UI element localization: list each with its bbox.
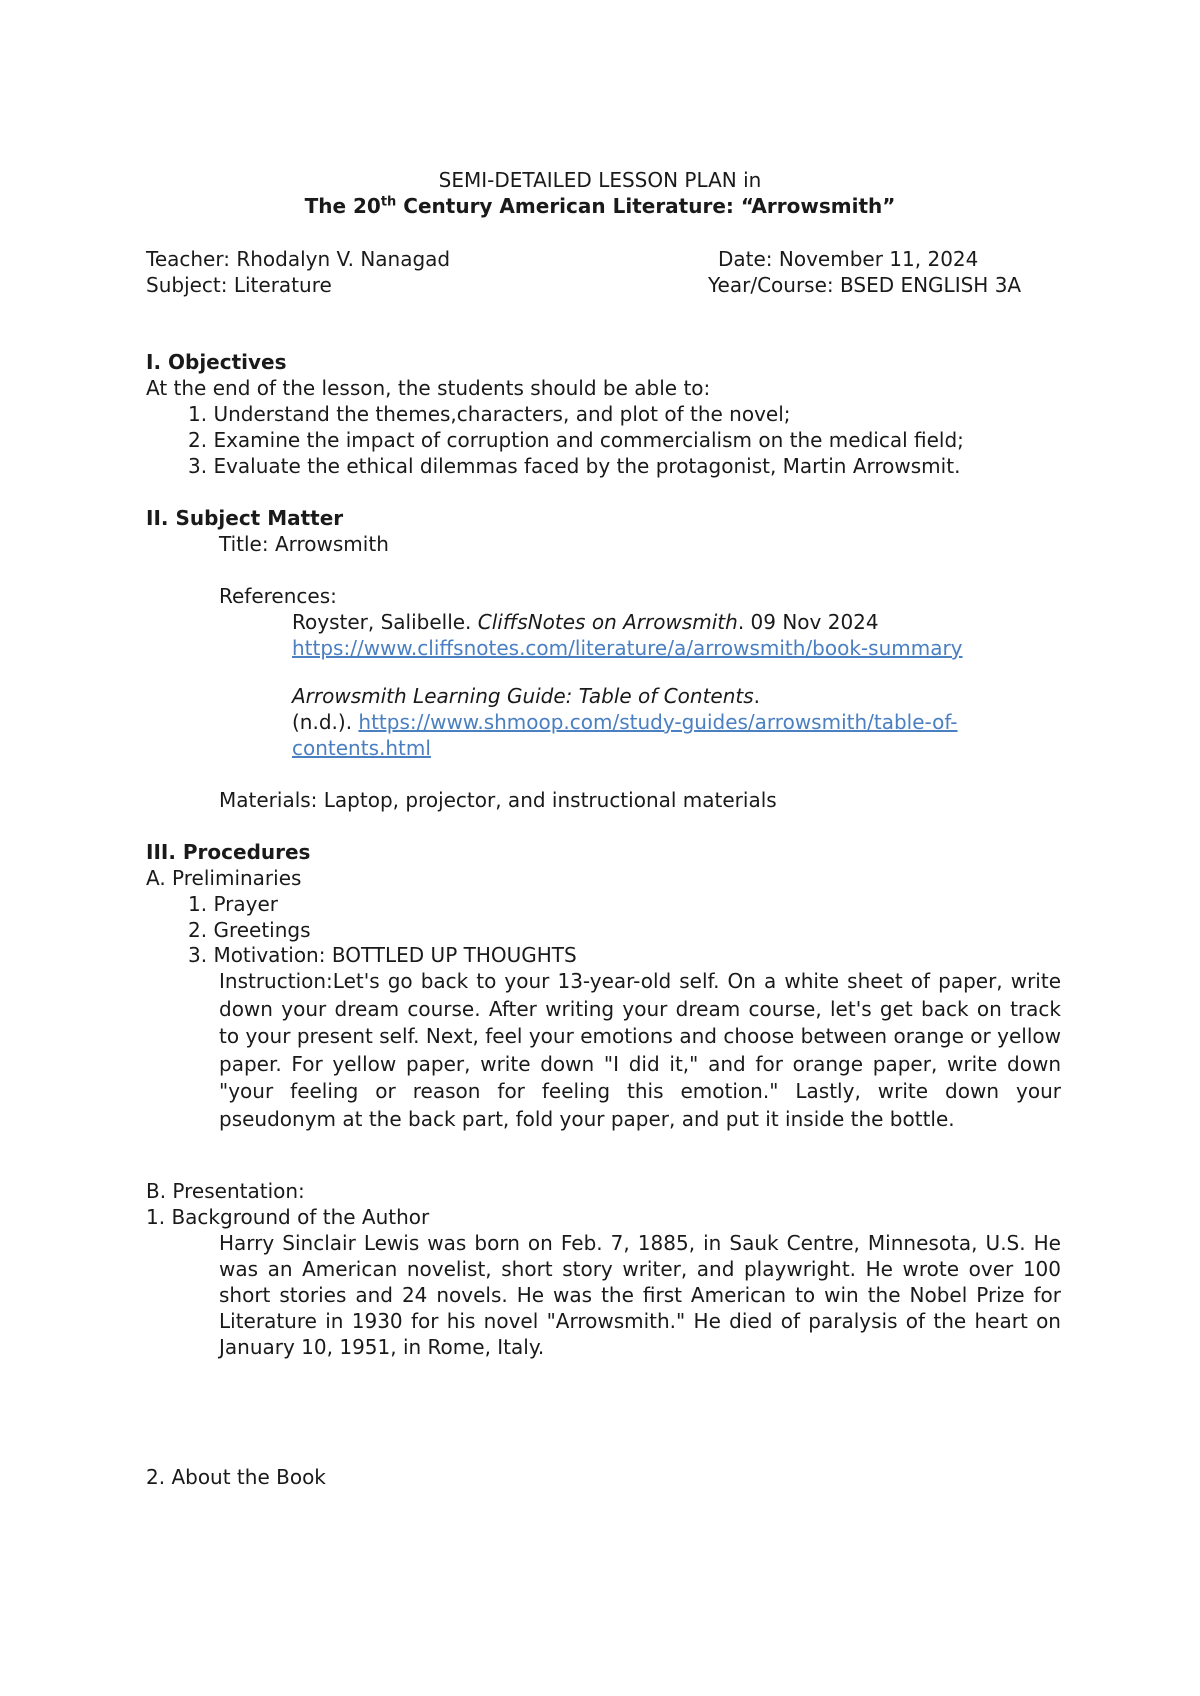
- objectives-intro: At the end of the lesson, the students should be able to:: [146, 376, 711, 400]
- procedures-heading: III. Procedures: [146, 840, 311, 864]
- year-course-info: Year/Course: BSED ENGLISH 3A: [708, 273, 1022, 297]
- ref1-date: . 09 Nov 2024: [737, 610, 879, 634]
- ref2-title-end: .: [753, 684, 761, 708]
- motivation-instruction: Instruction:Let's go back to your 13-year-old self. On a white sheet of paper, write down your dream course. After writing your dream course, let's get back on track to your present self. Next, feel your emotions and choose between orange or yellow paper. For yellow paper, write down "I did it," and for orange paper, write down "your feeling or reason for feeling this emotion." Lastly, write down your pseudonym at the back part, fold your paper, and put it inside the bottle.: [219, 969, 1061, 1131]
- ref2-nd: (n.d.).: [292, 710, 359, 734]
- ref1-link[interactable]: https://www.cliffsnotes.com/literature/a/arrowsmith/book-summary: [292, 636, 963, 660]
- ref2-link[interactable]: https://www.shmoop.com/study-guides/arrowsmith/table-of-: [358, 710, 958, 734]
- references-label: References:: [219, 584, 337, 608]
- ref1-title: CliffsNotes on Arrowsmith: [477, 610, 738, 634]
- preliminaries-label: A. Preliminaries: [146, 866, 302, 890]
- materials: Materials: Laptop, projector, and instructional materials: [219, 788, 777, 812]
- doc-title-line1: SEMI-DETAILED LESSON PLAN in: [438, 168, 762, 192]
- preliminary-item: 1. Prayer: [188, 892, 278, 916]
- background-heading: 1. Background of the Author: [146, 1205, 430, 1229]
- subject-title: Title: Arrowsmith: [219, 532, 389, 556]
- teacher-info: Teacher: Rhodalyn V. Nanagad: [146, 247, 451, 271]
- reference-2-url-line: [292, 709, 958, 735]
- reference-1: [292, 609, 879, 635]
- date-info: Date: November 11, 2024: [718, 247, 979, 271]
- ref1-author: Royster, Salibelle.: [292, 610, 478, 634]
- objective-item: 3. Evaluate the ethical dilemmas faced by the protagonist, Martin Arrowsmit.: [188, 454, 961, 478]
- objectives-heading: I. Objectives: [146, 350, 287, 374]
- ref2-title: Arrowsmith Learning Guide: Table of Contents: [292, 684, 754, 708]
- objective-item: 2. Examine the impact of corruption and commercialism on the medical field;: [188, 428, 964, 452]
- presentation-label: B. Presentation:: [146, 1179, 305, 1203]
- ref2-link-continued[interactable]: contents.html: [292, 736, 431, 760]
- subject-info: Subject: Literature: [146, 273, 332, 297]
- reference-2-title-line: [292, 683, 760, 709]
- author-background-text: Harry Sinclair Lewis was born on Feb. 7, 1885, in Sauk Centre, Minnesota, U.S. He was an American novelist, short story writer, and playwright. He wrote over 100 short stories and 24 novels. He was the first American to win the Nobel Prize for Literature in 1930 for his novel "Arrowsmith." He died of paralysis of the heart on January 10, 1951, in Rome, Italy.: [219, 1231, 1061, 1359]
- title-superscript: th: [380, 194, 397, 210]
- preliminary-item: 2. Greetings: [188, 918, 311, 942]
- doc-title-line2: [0, 193, 1200, 219]
- objective-item: 1. Understand the themes,characters, and plot of the novel;: [188, 402, 791, 426]
- title-suffix: Century American Literature: “Arrowsmith”: [396, 194, 896, 218]
- title-prefix: The 20: [304, 194, 381, 218]
- about-book-heading: 2. About the Book: [146, 1465, 326, 1489]
- preliminary-item: 3. Motivation: BOTTLED UP THOUGHTS: [188, 943, 577, 967]
- subject-matter-heading: II. Subject Matter: [146, 506, 344, 530]
